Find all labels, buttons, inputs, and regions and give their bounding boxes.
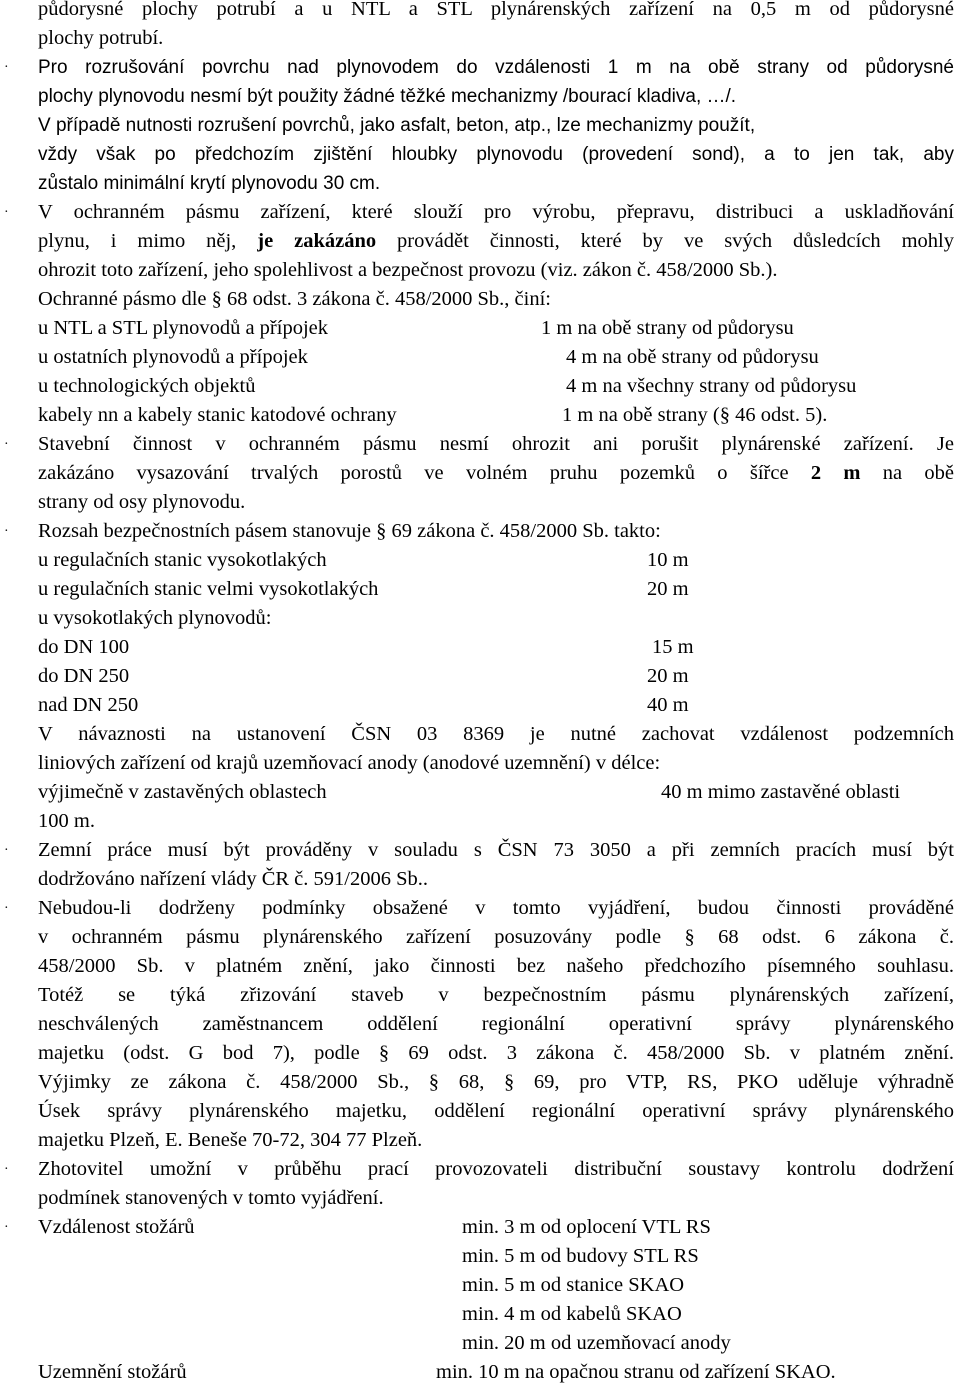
zone-value: 20 m: [647, 665, 689, 687]
text-line: Nebudou-li dodrženy podmínky obsažené v tomto vyjádření, budou činnosti prováděné: [38, 897, 954, 919]
zone-value: min. 4 m od kabelů SKAO: [462, 1303, 682, 1325]
zone-label: kabely nn a kabely stanic katodové ochrany: [38, 404, 397, 426]
text-line: plochy potrubí.: [38, 27, 164, 49]
text-line: majetku (odst. G bod 7), podle § 69 odst. 3 zákona č. 458/2000 Sb. v platném znění.: [38, 1042, 954, 1064]
text-line: [38, 227, 954, 256]
zone-label: výjimečně v zastavěných oblastech: [38, 781, 327, 803]
text-line: dodržováno nařízení vlády ČR č. 591/2006 Sb..: [38, 868, 429, 890]
zone-label: u ostatních plynovodů a přípojek: [38, 346, 308, 368]
zone-label: do DN 250: [38, 665, 130, 687]
zone-label: u vysokotlakých plynovodů:: [38, 607, 272, 629]
text-span: plynu, i mimo něj,: [38, 230, 237, 252]
zone-label: Uzemnění stožárů: [38, 1361, 187, 1383]
text-line: v ochranném pásmu plynárenského zařízení posuzovány podle § 68 odst. 6 zákona č.: [38, 926, 954, 948]
zone-value: 1 m na obě strany od půdorysu: [541, 317, 794, 339]
zone-value: 40 m: [647, 694, 689, 716]
text-line: Pro rozrušování povrchu nad plynovodem do vzdálenosti 1 m na obě strany od půdorysné: [38, 57, 954, 78]
text-line: vždy však po předchozím zjištění hloubky plynovodu (provedení sond), a to jen tak, aby: [38, 144, 954, 165]
text-line: půdorysné plochy potrubí a u NTL a STL plynárenských zařízení na 0,5 m od půdorysné: [38, 0, 954, 20]
zone-value: 4 m na všechny strany od půdorysu: [566, 375, 857, 397]
zone-label: Vzdálenost stožárů: [38, 1216, 195, 1238]
zone-label: do DN 100: [38, 636, 130, 658]
text-line: Výjimky ze zákona č. 458/2000 Sb., § 68, § 69, pro VTP, RS, PKO uděluje výhradně: [38, 1071, 954, 1093]
zone-value: 1 m na obě strany (§ 46 odst. 5).: [562, 404, 828, 426]
text-line: Stavební činnost v ochranném pásmu nesmí ohrozit ani porušit plynárenské zařízení. Je: [38, 433, 954, 455]
bullet-icon: ·: [4, 1220, 9, 1235]
text-line: V ochranném pásmu zařízení, které slouží pro výrobu, přepravu, distribuci a uskladňování: [38, 201, 954, 223]
text-span: provádět činnosti, které by ve svých důsledcích mohly: [397, 230, 955, 252]
text-line: [38, 459, 954, 488]
bullet-icon: ·: [4, 60, 9, 75]
zone-value: 20 m: [647, 578, 689, 600]
zone-label: nad DN 250: [38, 694, 139, 716]
text-line: plochy plynovodu nesmí být použity žádné těžké mechanizmy /bourací kladiva, …/.: [38, 86, 737, 107]
zone-label: u regulačních stanic velmi vysokotlakých: [38, 578, 379, 600]
zone-value: min. 3 m od oplocení VTL RS: [462, 1216, 711, 1238]
zone-value: min. 5 m od budovy STL RS: [462, 1245, 699, 1267]
text-line: V případě nutnosti rozrušení povrchů, jako asfalt, beton, atp., lze mechanizmy použít,: [38, 115, 756, 136]
zone-label: u regulačních stanic vysokotlakých: [38, 549, 327, 571]
zone-value: min. 10 m na opačnou stranu od zařízení SKAO.: [436, 1361, 836, 1383]
bullet-icon: ·: [4, 843, 9, 858]
text-line: majetku Plzeň, E. Beneše 70-72, 304 77 Plzeň.: [38, 1129, 423, 1151]
text-line: Úsek správy plynárenského majetku, oddělení regionální operativní správy plynárenského: [38, 1100, 954, 1122]
text-span: zakázáno vysazování trvalých porostů ve volném pruhu pozemků o šířce: [38, 462, 789, 484]
text-line: Totéž se týká zřizování staveb v bezpečnostním pásmu plynárenských zařízení,: [38, 984, 954, 1006]
emphasis-text: je zakázáno: [257, 230, 377, 252]
bullet-icon: ·: [4, 437, 9, 452]
bullet-icon: ·: [4, 524, 9, 539]
text-line: Zhotovitel umožní v průběhu prací provozovateli distribuční soustavy kontrolu dodržení: [38, 1158, 954, 1180]
text-line: Rozsah bezpečnostních pásem stanovuje § 69 zákona č. 458/2000 Sb. takto:: [38, 520, 661, 542]
bullet-icon: ·: [4, 205, 9, 220]
zone-value: 4 m na obě strany od půdorysu: [566, 346, 819, 368]
text-line: V návaznosti na ustanovení ČSN 03 8369 je nutné zachovat vzdálenost podzemních: [38, 723, 954, 745]
zone-value: 15 m: [652, 636, 694, 658]
zone-label: u technologických objektů: [38, 375, 256, 397]
text-line: zůstalo minimální krytí plynovodu 30 cm.: [38, 173, 381, 194]
zone-value: 40 m mimo zastavěné oblasti: [661, 781, 901, 803]
text-line: Zemní práce musí být prováděny v souladu s ČSN 73 3050 a při zemních pracích musí být: [38, 839, 954, 861]
text-line: 100 m.: [38, 810, 95, 832]
text-span: na obě: [882, 462, 955, 484]
bullet-icon: ·: [4, 901, 9, 916]
zone-value: 10 m: [647, 549, 689, 571]
zone-value: min. 20 m od uzemňovací anody: [462, 1332, 731, 1354]
text-line: Ochranné pásmo dle § 68 odst. 3 zákona č. 458/2000 Sb., činí:: [38, 288, 551, 310]
bullet-icon: ·: [4, 1162, 9, 1177]
text-line: 458/2000 Sb. v platném znění, jako činnosti bez našeho předchozího písemného souhlasu.: [38, 955, 954, 977]
text-line: neschválených zaměstnancem oddělení regionální operativní správy plynárenského: [38, 1013, 954, 1035]
text-line: ohrozit toto zařízení, jeho spolehlivost a bezpečnost provozu (viz. zákon č. 458/2000 Sb.).: [38, 259, 778, 281]
text-line: strany od osy plynovodu.: [38, 491, 246, 513]
emphasis-text: 2 m: [810, 462, 861, 484]
text-line: liniových zařízení od krajů uzemňovací anody (anodové uzemnění) v délce:: [38, 752, 661, 774]
text-line: podmínek stanovených v tomto vyjádření.: [38, 1187, 384, 1209]
zone-label: u NTL a STL plynovodů a přípojek: [38, 317, 328, 339]
zone-value: min. 5 m od stanice SKAO: [462, 1274, 685, 1296]
